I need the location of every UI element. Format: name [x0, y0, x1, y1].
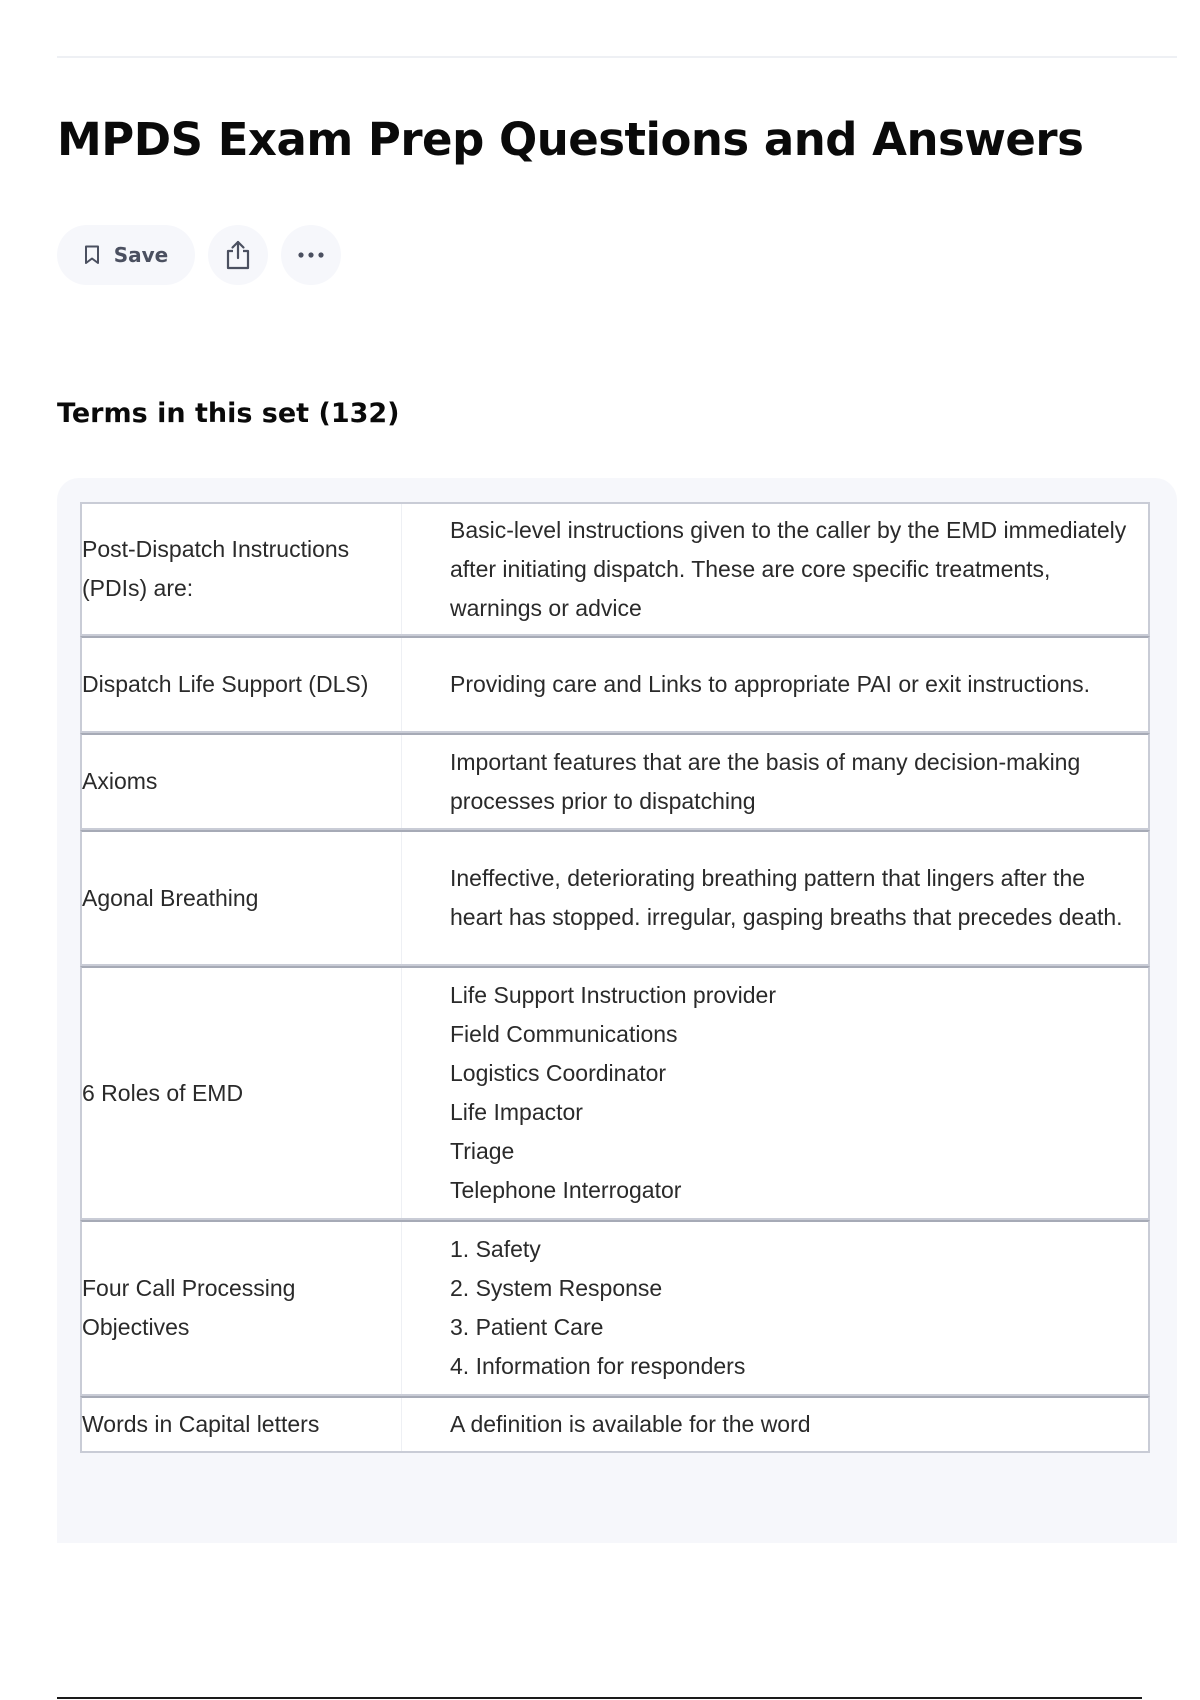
term-card[interactable]: [80, 636, 1150, 733]
definition-line: Telephone Interrogator: [450, 1177, 682, 1203]
page-title: MPDS Exam Prep Questions and Answers: [57, 113, 1084, 166]
top-divider: [57, 56, 1177, 58]
term-text: Agonal Breathing: [82, 884, 259, 911]
share-button[interactable]: [208, 225, 268, 285]
definition-line: Important features that are the basis of many decision-making processes prior to dispatching: [450, 748, 1081, 814]
definition-line: A definition is available for the word: [450, 1411, 811, 1437]
more-options-button[interactable]: [281, 225, 341, 285]
term-cell: [82, 832, 402, 964]
term-card[interactable]: [80, 830, 1150, 966]
definition-line: Life Support Instruction provider: [450, 982, 777, 1008]
definition-line: Life Impactor: [450, 1099, 583, 1125]
definition-line: Field Communications: [450, 1021, 678, 1047]
definition-cell: [402, 735, 1148, 828]
definition-cell: [402, 1398, 1148, 1451]
term-text: Post-Dispatch Instructions (PDIs) are:: [82, 536, 350, 601]
definition-line: 3. Patient Care: [450, 1314, 604, 1340]
term-text: Dispatch Life Support (DLS): [82, 671, 369, 697]
term-card[interactable]: [80, 966, 1150, 1220]
definition-line: 2. System Response: [450, 1275, 663, 1301]
definition-line: Providing care and Links to appropriate PAI or exit instructions.: [450, 671, 1091, 697]
definition-line: 4. Information for responders: [450, 1353, 746, 1379]
term-card[interactable]: [80, 733, 1150, 830]
term-cell: [82, 638, 402, 731]
definition-line: Logistics Coordinator: [450, 1060, 667, 1086]
definition-line: Triage: [450, 1138, 515, 1164]
definition-cell: [402, 968, 1148, 1218]
term-cell: [82, 735, 402, 828]
definition-cell: [402, 1222, 1148, 1394]
term-cell: [82, 968, 402, 1218]
bottom-divider: [57, 1697, 1142, 1699]
term-text: Axioms: [82, 768, 158, 794]
terms-list: [80, 502, 1150, 1453]
definition-line: 1. Safety: [450, 1236, 541, 1262]
definition-cell: [402, 504, 1148, 634]
definition-cell: [402, 638, 1148, 731]
term-card[interactable]: [80, 1220, 1150, 1396]
definition-line: Basic-level instructions given to the caller by the EMD immediately after initiating dispatch. These are core specific treatments, warnings or advice: [450, 516, 1127, 621]
term-cell: [82, 504, 402, 634]
more-horizontal-icon: [297, 251, 325, 259]
terms-heading: Terms in this set (132): [57, 398, 400, 429]
term-text: Four Call Processing Objectives: [82, 1275, 296, 1340]
term-card[interactable]: [80, 502, 1150, 636]
definition-line: Ineffective, deteriorating breathing pattern that lingers after the heart has stopped. irregular, gasping breaths that precedes death.: [450, 865, 1123, 930]
bookmark-icon: [84, 245, 100, 265]
save-button[interactable]: [57, 225, 195, 285]
definition-cell: [402, 832, 1148, 964]
term-card[interactable]: [80, 1396, 1150, 1453]
share-icon: [225, 240, 251, 270]
terms-panel: [57, 478, 1177, 1543]
term-text: 6 Roles of EMD: [82, 1079, 244, 1106]
term-cell: [82, 1222, 402, 1394]
term-cell: [82, 1398, 402, 1451]
save-button-label: Save: [113, 243, 169, 267]
term-text: Words in Capital letters: [82, 1411, 320, 1437]
